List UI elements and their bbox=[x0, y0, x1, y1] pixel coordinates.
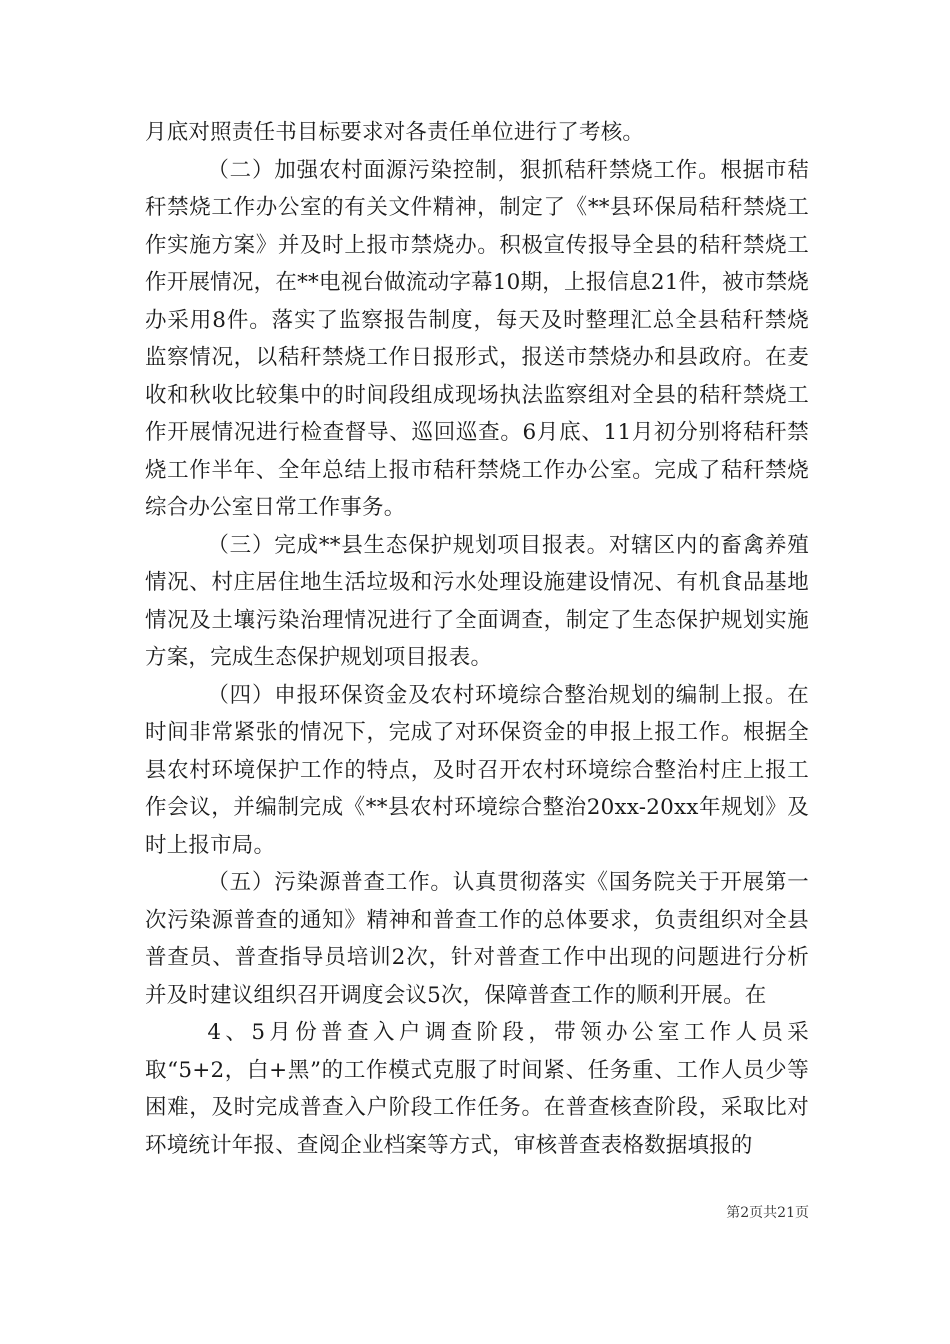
paragraph-census-survey: 4、5月份普查入户调查阶段，带领办公室工作人员采取“5+2，白+黑”的工作模式克服了时间紧、任务重、工作人员少等困难，及时完成普查入户阶段工作任务。在普查核查阶段，采取比对环境统计年报、查阅企业档案等方式，审核普查表格数据填报的 bbox=[145, 1020, 809, 1158]
page-number-footer: 第2页共21页 bbox=[726, 1205, 809, 1221]
document-body bbox=[145, 114, 809, 1164]
paragraph-continuation: 月底对照责任书目标要求对各责任单位进行了考核。 bbox=[145, 120, 645, 145]
paragraph-straw-burning: （二）加强农村面源污染控制，狠抓秸秆禁烧工作。根据市秸秆禁烧工作办公室的有关文件精神，制定了《**县环保局秸秆禁烧工作实施方案》并及时上报市禁烧办。积极宣传报导全县的秸秆禁烧工作开展情况，在**电视台做流动字幕10期，上报信息21件，被市禁烧办采用8件。落实了监察报告制度，每天及时整理汇总全县秸秆禁烧监察情况，以秸秆禁烧工作日报形式，报送市禁烧办和县政府。在麦收和秋收比较集中的时间段组成现场执法监察组对全县的秸秆禁烧工作开展情况进行检查督导、巡回巡查。6月底、11月初分别将秸秆禁烧工作半年、全年总结上报市秸秆禁烧工作办公室。完成了秸秆禁烧综合办公室日常工作事务。 bbox=[145, 157, 809, 520]
paragraph-funding-application: （四）申报环保资金及农村环境综合整治规划的编制上报。在时间非常紧张的情况下，完成了对环保资金的申报上报工作。根据全县农村环境保护工作的特点，及时召开农村环境综合整治村庄上报工作会议，并编制完成《**县农村环境综合整治20xx-20xx年规划》及时上报市局。 bbox=[145, 682, 809, 858]
paragraph-ecological-plan: （三）完成**县生态保护规划项目报表。对辖区内的畜禽养殖情况、村庄居住地生活垃圾和污水处理设施建设情况、有机食品基地情况及土壤污染治理情况进行了全面调查，制定了生态保护规划实施方案，完成生态保护规划项目报表。 bbox=[145, 532, 809, 670]
paragraph-pollution-census: （五）污染源普查工作。认真贯彻落实《国务院关于开展第一次污染源普查的通知》精神和普查工作的总体要求，负责组织对全县普查员、普查指导员培训2次，针对普查工作中出现的问题进行分析并及时建议组织召开调度会议5次，保障普查工作的顺利开展。在 bbox=[145, 870, 809, 1008]
